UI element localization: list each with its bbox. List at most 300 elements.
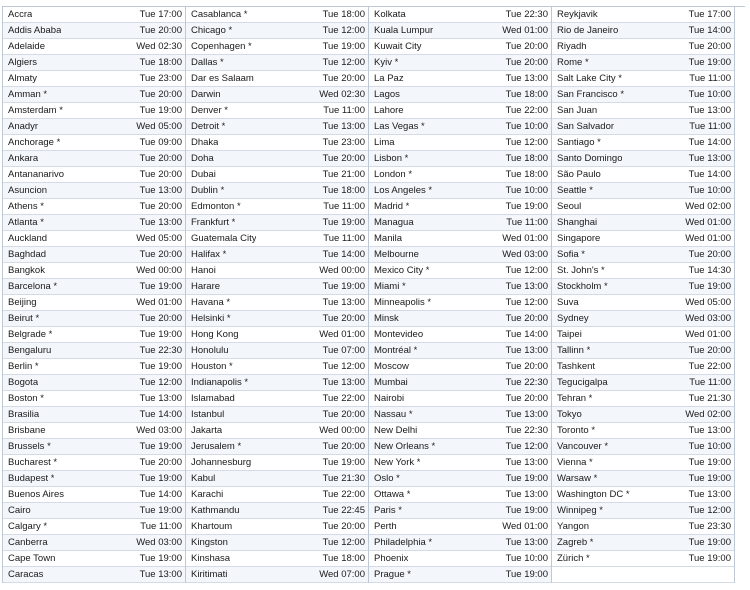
city-name: Dar es Salaam (191, 73, 254, 84)
table-row (369, 167, 551, 183)
table-row (552, 375, 734, 391)
local-time: Tue 19:00 (505, 201, 548, 212)
table-row (3, 71, 185, 87)
city-name: Berlin * (8, 361, 39, 372)
local-time: Tue 10:00 (505, 185, 548, 196)
city-name: Dallas * (191, 57, 224, 68)
city-name: Copenhagen * (191, 41, 252, 52)
city-name: Accra (8, 9, 33, 20)
local-time: Tue 22:00 (505, 105, 548, 116)
city-name: Perth (374, 521, 397, 532)
city-name: Kyiv * (374, 57, 399, 68)
table-row (552, 327, 734, 343)
city-name: Harare (191, 281, 221, 292)
local-time: Tue 13:00 (139, 393, 182, 404)
table-row (369, 183, 551, 199)
table-row (552, 231, 734, 247)
local-time: Wed 02:00 (685, 201, 731, 212)
city-name: Almaty (8, 73, 38, 84)
city-name: Brussels * (8, 441, 51, 452)
local-time: Tue 10:00 (505, 553, 548, 564)
local-time: Tue 13:00 (505, 457, 548, 468)
local-time: Tue 19:00 (688, 473, 731, 484)
table-row (3, 199, 185, 215)
local-time: Wed 01:00 (319, 329, 365, 340)
city-name: Rome * (557, 57, 589, 68)
table-row (369, 487, 551, 503)
city-name: Havana * (191, 297, 231, 308)
city-name: Seoul (557, 201, 582, 212)
table-row (552, 215, 734, 231)
local-time: Tue 13:00 (505, 281, 548, 292)
city-name: St. John's * (557, 265, 605, 276)
city-name: Dubai (191, 169, 216, 180)
local-time: Tue 20:00 (139, 249, 182, 260)
local-time: Wed 02:30 (319, 89, 365, 100)
local-time: Tue 19:00 (322, 41, 365, 52)
table-row (3, 551, 185, 567)
city-name: Antananarivo (8, 169, 64, 180)
local-time: Tue 10:00 (688, 89, 731, 100)
city-name: Amsterdam * (8, 105, 63, 116)
city-name: Suva (557, 297, 579, 308)
local-time: Wed 00:00 (319, 425, 365, 436)
local-time: Tue 22:45 (322, 505, 365, 516)
city-name: Brasilia (8, 409, 40, 420)
city-name: Ottawa * (374, 489, 411, 500)
table-row (3, 471, 185, 487)
local-time: Tue 19:00 (139, 361, 182, 372)
local-time: Wed 02:00 (685, 409, 731, 420)
city-name: Nassau * (374, 409, 413, 420)
city-name: San Francisco * (557, 89, 625, 100)
table-row (3, 87, 185, 103)
table-row (3, 151, 185, 167)
local-time: Tue 20:00 (139, 89, 182, 100)
city-name: Auckland (8, 233, 48, 244)
table-row (369, 407, 551, 423)
table-row (369, 503, 551, 519)
local-time: Tue 12:00 (505, 297, 548, 308)
table-row (3, 455, 185, 471)
world-clock-table (2, 6, 745, 583)
table-row (369, 423, 551, 439)
local-time: Tue 20:00 (322, 153, 365, 164)
local-time: Tue 19:00 (322, 217, 365, 228)
table-row (186, 535, 368, 551)
local-time: Tue 11:00 (140, 521, 182, 532)
city-name: Oslo * (374, 473, 400, 484)
local-time: Tue 10:00 (688, 185, 731, 196)
local-time: Tue 20:00 (139, 169, 182, 180)
city-name: Kingston (191, 537, 228, 548)
city-name: Moscow (374, 361, 409, 372)
city-name: Las Vegas * (374, 121, 425, 132)
local-time: Tue 13:00 (139, 569, 182, 580)
local-time: Tue 19:00 (139, 281, 182, 292)
table-row (186, 231, 368, 247)
city-name: Khartoum (191, 521, 233, 532)
local-time: Tue 20:00 (322, 313, 365, 324)
city-name: Mumbai (374, 377, 408, 388)
city-name: La Paz (374, 73, 404, 84)
local-time: Tue 14:00 (688, 169, 731, 180)
table-row (3, 55, 185, 71)
local-time: Tue 11:00 (323, 233, 365, 244)
local-time: Tue 12:00 (139, 377, 182, 388)
table-row (3, 343, 185, 359)
city-name: Miami * (374, 281, 406, 292)
city-name: Singapore (557, 233, 601, 244)
table-row (552, 343, 734, 359)
table-row (186, 55, 368, 71)
city-name: Barcelona * (8, 281, 58, 292)
city-name: Riyadh (557, 41, 587, 52)
table-row (552, 135, 734, 151)
city-name: Mexico City * (374, 265, 430, 276)
city-name: Kabul (191, 473, 216, 484)
local-time: Tue 12:00 (322, 25, 365, 36)
city-name: Cape Town (8, 553, 56, 564)
table-row (369, 567, 551, 583)
table-row (552, 439, 734, 455)
local-time: Tue 21:30 (322, 473, 365, 484)
local-time: Tue 11:00 (323, 105, 365, 116)
city-name: Dhaka (191, 137, 219, 148)
table-row (186, 391, 368, 407)
table-row (3, 487, 185, 503)
city-name: Belgrade * (8, 329, 53, 340)
table-row (186, 551, 368, 567)
table-row (369, 551, 551, 567)
city-name: Salt Lake City * (557, 73, 622, 84)
local-time: Tue 19:00 (139, 553, 182, 564)
city-name: Los Angeles * (374, 185, 433, 196)
city-name: Lima (374, 137, 395, 148)
local-time: Tue 21:00 (322, 169, 365, 180)
city-name: San Salvador (557, 121, 615, 132)
local-time: Tue 13:00 (505, 489, 548, 500)
table-row (369, 375, 551, 391)
table-row (186, 183, 368, 199)
local-time: Tue 19:00 (322, 457, 365, 468)
table-row (186, 375, 368, 391)
local-time: Tue 23:00 (322, 137, 365, 148)
table-row (186, 279, 368, 295)
city-name: Seattle * (557, 185, 593, 196)
local-time: Tue 13:00 (322, 377, 365, 388)
city-name: Tokyo (557, 409, 582, 420)
table-row (186, 247, 368, 263)
city-name: Rio de Janeiro (557, 25, 619, 36)
table-row (3, 391, 185, 407)
table-row (3, 7, 185, 23)
city-name: Winnipeg * (557, 505, 603, 516)
city-name: Sydney (557, 313, 589, 324)
table-row (3, 327, 185, 343)
table-row (369, 279, 551, 295)
local-time: Tue 20:00 (505, 393, 548, 404)
local-time: Tue 20:00 (688, 41, 731, 52)
city-name: Tehran * (557, 393, 593, 404)
city-name: Doha (191, 153, 214, 164)
table-row (369, 263, 551, 279)
city-name: Hanoi (191, 265, 216, 276)
table-row (369, 471, 551, 487)
table-row (186, 215, 368, 231)
local-time: Tue 18:00 (322, 185, 365, 196)
table-row (3, 183, 185, 199)
local-time: Tue 19:00 (505, 473, 548, 484)
table-row (186, 359, 368, 375)
city-name: Kolkata (374, 9, 406, 20)
city-name: Taipei (557, 329, 582, 340)
table-row (369, 535, 551, 551)
city-name: Adelaide (8, 41, 45, 52)
city-name: Shanghai (557, 217, 598, 228)
table-row (186, 295, 368, 311)
local-time: Tue 18:00 (139, 57, 182, 68)
table-row (369, 455, 551, 471)
city-name: Istanbul (191, 409, 225, 420)
city-name: Addis Ababa (8, 25, 62, 36)
table-row (369, 247, 551, 263)
city-name: Bucharest * (8, 457, 58, 468)
local-time: Tue 11:00 (323, 201, 365, 212)
table-row (552, 295, 734, 311)
table-row (186, 199, 368, 215)
table-row (186, 87, 368, 103)
local-time: Tue 20:00 (322, 73, 365, 84)
table-row (186, 71, 368, 87)
local-time: Tue 19:00 (139, 505, 182, 516)
local-time: Tue 19:00 (688, 537, 731, 548)
local-time: Tue 14:30 (688, 265, 731, 276)
local-time: Tue 17:00 (139, 9, 182, 20)
table-row (3, 503, 185, 519)
table-row (369, 71, 551, 87)
city-name: Algiers (8, 57, 38, 68)
local-time: Wed 01:00 (136, 297, 182, 308)
city-name: San Juan (557, 105, 598, 116)
column-1 (3, 7, 186, 583)
table-row (186, 151, 368, 167)
table-row (3, 135, 185, 151)
table-row (552, 487, 734, 503)
city-name: Houston * (191, 361, 233, 372)
table-row (552, 23, 734, 39)
table-row (186, 167, 368, 183)
city-name: Anadyr (8, 121, 39, 132)
column-3 (369, 7, 552, 583)
local-time: Wed 05:00 (136, 121, 182, 132)
table-row (369, 199, 551, 215)
table-row (3, 567, 185, 583)
table-row (3, 519, 185, 535)
city-name: Helsinki * (191, 313, 231, 324)
table-row (186, 503, 368, 519)
city-name: Toronto * (557, 425, 596, 436)
local-time: Tue 13:00 (139, 185, 182, 196)
city-name: Madrid * (374, 201, 410, 212)
city-name: Asuncion (8, 185, 48, 196)
table-row (369, 55, 551, 71)
city-name: Managua (374, 217, 414, 228)
column-4 (552, 7, 735, 583)
city-name: Johannesburg (191, 457, 252, 468)
local-time: Tue 13:00 (688, 105, 731, 116)
table-row (186, 407, 368, 423)
local-time: Tue 11:00 (689, 377, 731, 388)
local-time: Tue 10:00 (505, 121, 548, 132)
table-row (552, 519, 734, 535)
table-row (186, 343, 368, 359)
local-time: Tue 22:30 (139, 345, 182, 356)
table-row (3, 119, 185, 135)
city-name: Anchorage * (8, 137, 61, 148)
table-row (3, 535, 185, 551)
local-time: Wed 01:00 (502, 25, 548, 36)
table-row (369, 391, 551, 407)
city-name: Yangon (557, 521, 590, 532)
table-row (552, 455, 734, 471)
local-time: Wed 01:00 (685, 217, 731, 228)
city-name: Santo Domingo (557, 153, 623, 164)
city-name: Islamabad (191, 393, 235, 404)
city-name: Lisbon * (374, 153, 409, 164)
city-name: Lagos (374, 89, 400, 100)
local-time: Tue 13:00 (505, 73, 548, 84)
local-time: Tue 13:00 (322, 121, 365, 132)
table-row (552, 183, 734, 199)
city-name: Prague * (374, 569, 411, 580)
local-time: Wed 03:00 (502, 249, 548, 260)
city-name: Amman * (8, 89, 48, 100)
local-time: Tue 19:00 (688, 457, 731, 468)
local-time: Tue 12:00 (322, 361, 365, 372)
table-row (3, 231, 185, 247)
city-name: Kinshasa (191, 553, 231, 564)
table-row (552, 71, 734, 87)
empty-row (552, 567, 734, 583)
local-time: Tue 20:00 (322, 441, 365, 452)
table-row (369, 231, 551, 247)
local-time: Tue 11:00 (689, 73, 731, 84)
city-name: Chicago * (191, 25, 233, 36)
table-row (369, 215, 551, 231)
local-time: Tue 10:00 (688, 441, 731, 452)
table-row (552, 535, 734, 551)
local-time: Wed 03:00 (685, 313, 731, 324)
local-time: Tue 20:00 (139, 313, 182, 324)
local-time: Tue 19:00 (505, 569, 548, 580)
table-row (552, 407, 734, 423)
local-time: Tue 22:00 (688, 361, 731, 372)
city-name: Budapest * (8, 473, 55, 484)
city-name: Bangkok (8, 265, 45, 276)
local-time: Tue 19:00 (322, 281, 365, 292)
local-time: Wed 01:00 (685, 329, 731, 340)
city-name: Tashkent (557, 361, 596, 372)
city-name: Ankara (8, 153, 39, 164)
city-name: Caracas (8, 569, 44, 580)
local-time: Tue 13:00 (505, 345, 548, 356)
local-time: Tue 13:00 (505, 537, 548, 548)
table-row (369, 295, 551, 311)
city-name: Zürich * (557, 553, 590, 564)
local-time: Tue 13:00 (505, 409, 548, 420)
city-name: Athens * (8, 201, 44, 212)
table-row (552, 199, 734, 215)
city-name: Tallinn * (557, 345, 591, 356)
table-row (369, 439, 551, 455)
local-time: Tue 13:00 (688, 153, 731, 164)
table-row (552, 87, 734, 103)
table-row (186, 23, 368, 39)
local-time: Tue 22:30 (505, 9, 548, 20)
local-time: Tue 12:00 (688, 505, 731, 516)
local-time: Tue 11:00 (689, 121, 731, 132)
table-row (186, 103, 368, 119)
local-time: Tue 13:00 (322, 297, 365, 308)
local-time: Tue 20:00 (505, 57, 548, 68)
local-time: Tue 19:00 (139, 441, 182, 452)
table-row (186, 487, 368, 503)
table-row (369, 519, 551, 535)
local-time: Tue 20:00 (139, 25, 182, 36)
table-row (3, 423, 185, 439)
city-name: Minneapolis * (374, 297, 432, 308)
city-name: Beijing (8, 297, 37, 308)
city-name: Honolulu (191, 345, 229, 356)
local-time: Tue 18:00 (322, 553, 365, 564)
city-name: Boston * (8, 393, 44, 404)
local-time: Tue 19:00 (505, 505, 548, 516)
table-row (552, 7, 734, 23)
local-time: Tue 13:00 (688, 425, 731, 436)
table-row (552, 551, 734, 567)
city-name: Kathmandu (191, 505, 240, 516)
table-row (186, 439, 368, 455)
city-name: Denver * (191, 105, 228, 116)
local-time: Tue 13:00 (688, 489, 731, 500)
city-name: New York * (374, 457, 421, 468)
city-name: Washington DC * (557, 489, 630, 500)
city-name: Melbourne (374, 249, 419, 260)
table-row (186, 7, 368, 23)
city-name: Bengaluru (8, 345, 52, 356)
table-row (186, 423, 368, 439)
local-time: Tue 14:00 (139, 489, 182, 500)
local-time: Tue 19:00 (688, 553, 731, 564)
table-row (552, 167, 734, 183)
city-name: Beirut * (8, 313, 40, 324)
table-row (186, 327, 368, 343)
local-time: Tue 14:00 (688, 25, 731, 36)
local-time: Tue 20:00 (688, 345, 731, 356)
local-time: Tue 22:30 (505, 377, 548, 388)
city-name: London * (374, 169, 413, 180)
table-row (3, 407, 185, 423)
city-name: Phoenix (374, 553, 409, 564)
local-time: Tue 19:00 (139, 105, 182, 116)
city-name: Karachi (191, 489, 224, 500)
city-name: Jerusalem * (191, 441, 242, 452)
local-time: Wed 01:00 (502, 233, 548, 244)
local-time: Tue 12:00 (322, 57, 365, 68)
table-row (186, 471, 368, 487)
local-time: Tue 20:00 (688, 249, 731, 260)
